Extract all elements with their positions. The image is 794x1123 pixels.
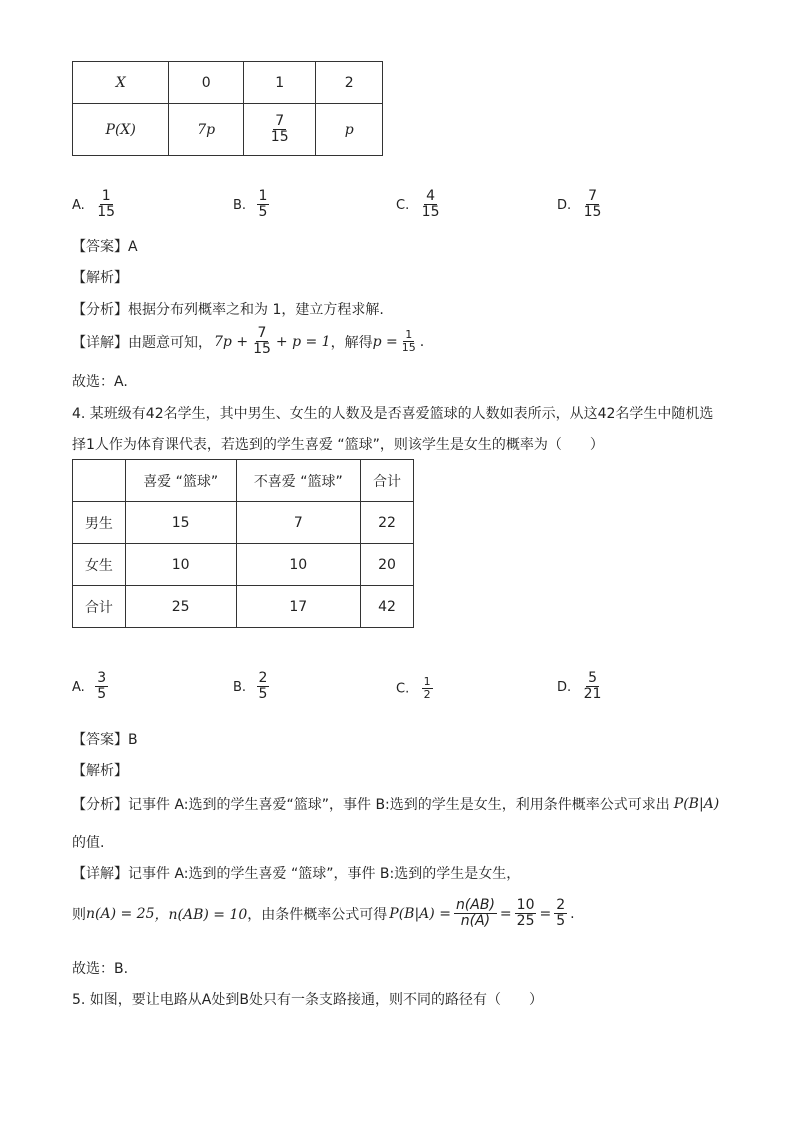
fraction: $\frac{1}{5}$ [258,188,268,221]
q3-analysis-tag: 【解析】 [72,270,128,286]
q4-table-header-empty [73,460,126,502]
q3-detail: 【详解】 由题意可知， 7p + $\frac{7}{15}$ + p = 1 ，解得 p = $\frac{1}{15}$ . [72,325,425,358]
table1-cell-1 [243,104,316,156]
q4-option-d: D. $\frac{5}{21}$ [557,670,602,703]
q3-option-a: A. $\frac{1}{15}$ [72,188,116,221]
fraction: $\frac{n(AB)}{n(A)}$ [455,897,495,930]
q4-answer: 【答案】B [72,732,138,748]
q3-fenxi: 【分析】根据分布列概率之和为 1，建立方程求解. [72,302,384,318]
q3-option-d: D. $\frac{7}{15}$ [557,188,602,221]
q4-stem-line2: 择1人作为体育课代表，若选到的学生喜爱 “篮球”，则该学生是女生的概率为（ ） [72,437,604,453]
table-cell: 10 [125,544,236,586]
table1-header-2: 2 [316,62,383,104]
q4-option-c: C. $\frac{1}{2}$ [396,675,431,702]
fraction: $\frac{2}{5}$ [258,670,268,703]
q5-stem: 5. 如图，要让电路从A处到B处只有一条支路接通，则不同的路径有（ ） [72,992,543,1008]
table-cell: 25 [125,586,236,628]
table1-cell-0: 7p [169,104,244,156]
q3-option-b: B. $\frac{1}{5}$ [233,188,268,221]
q4-option-b: B. $\frac{2}{5}$ [233,670,268,703]
q4-fenxi-line2: 的值. [72,835,105,851]
table-row [73,586,414,628]
fraction: $\frac{1}{2}$ [423,675,431,702]
q4-fenxi: 【分析】 记事件 A:选到的学生喜爱“篮球”，事件 B:选到的学生是女生，利用条件概率公式可求出 P(B|A) [72,796,720,813]
q4-detail: 【详解】记事件 A:选到的学生喜爱 “篮球”，事件 B:选到的学生是女生， [72,866,521,882]
q3-option-c: C. $\frac{4}{15}$ [396,188,440,221]
fraction: $\frac{1}{15}$ [401,328,416,355]
q3-conclusion: 故选：A. [72,374,128,390]
table-cell: 42 [361,586,414,628]
table-cell: 22 [361,502,414,544]
table1-cell-2: p [316,104,383,156]
table-cell: 女生 [73,544,126,586]
fraction: $\frac{7}{15}$ [583,188,602,221]
q4-option-a: A. $\frac{3}{5}$ [72,670,107,703]
q3-answer: 【答案】A [72,239,138,255]
q4-table-header: 喜爱 “篮球” [125,460,236,502]
table1-header-0: 0 [169,62,244,104]
table1-header-x: X [73,62,169,104]
table-cell: 合计 [73,586,126,628]
q4-analysis-tag: 【解析】 [72,763,128,779]
fraction: $\frac{4}{15}$ [421,188,440,221]
fraction: $\frac{7}{15}$ [270,112,289,145]
table-cell: 17 [236,586,361,628]
fraction: $\frac{1}{15}$ [97,188,116,221]
fraction: $\frac{2}{5}$ [556,897,566,930]
q4-conclusion: 故选：B. [72,961,129,977]
fraction: $\frac{10}{25}$ [516,897,535,930]
q4-table [72,459,414,628]
table-cell: 15 [125,502,236,544]
q4-calculation: 则 n(A) = 25 ，n(AB) = 10 ，由条件概率公式可得 P(B|A) = $\frac{n(AB)}{n(A)}$ = $\frac{10}{25}$ = $\frac{2}{5}$ . [72,897,575,930]
q4-table-header: 不喜爱 “篮球” [236,460,361,502]
table1-header-1: 1 [243,62,316,104]
q4-stem-line1: 4. 某班级有42名学生，其中男生、女生的人数及是否喜爱篮球的人数如表所示，从这42名学生中随机选 [72,406,714,422]
table-cell: 10 [236,544,361,586]
fraction: $\frac{3}{5}$ [97,670,107,703]
table-row [73,544,414,586]
table-cell: 20 [361,544,414,586]
q4-table-header: 合计 [361,460,414,502]
distribution-table [72,61,383,156]
table-cell: 男生 [73,502,126,544]
table-cell: 7 [236,502,361,544]
table-row [73,502,414,544]
fraction: $\frac{5}{21}$ [583,670,602,703]
table1-row-label: P(X) [73,104,169,156]
fraction: $\frac{7}{15}$ [253,325,271,358]
